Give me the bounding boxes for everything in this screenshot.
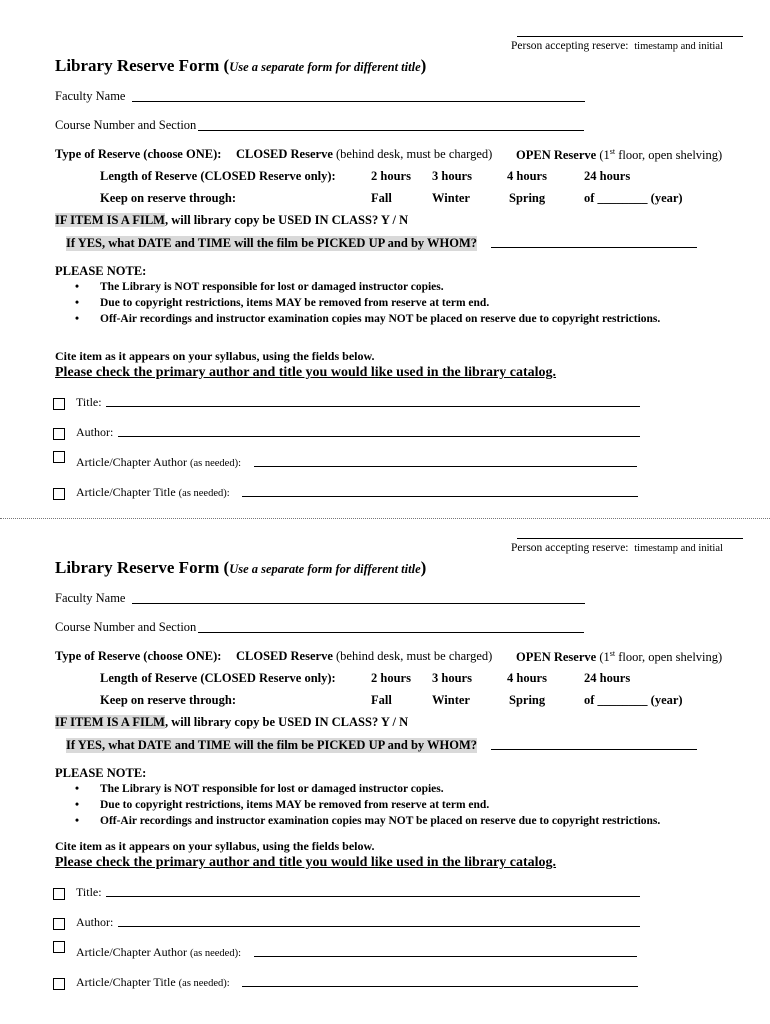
term-winter[interactable]: Winter [432, 191, 470, 205]
note-item: • The Library is NOT responsible for lost or damaged instructor copies. [75, 281, 444, 293]
title-field[interactable] [106, 406, 640, 407]
reserve-form-bottom [0, 512, 770, 1012]
term-spring[interactable]: Spring [509, 693, 546, 707]
film-pickup-field[interactable] [491, 749, 697, 750]
title-label: Title: [76, 885, 102, 899]
article-title-field[interactable] [242, 986, 638, 987]
term-winter[interactable]: Winter [432, 693, 470, 707]
term-year-field[interactable]: of ________ (year) [584, 693, 683, 707]
cite-instructions: Cite item as it appears on your syllabus, using the fields below. [55, 349, 375, 363]
cite-instructions: Cite item as it appears on your syllabus, using the fields below. [55, 839, 375, 853]
article-author-checkbox[interactable] [53, 941, 65, 953]
term-spring[interactable]: Spring [509, 191, 546, 205]
length-4-hours[interactable]: 4 hours [507, 671, 547, 685]
closed-reserve-option[interactable]: CLOSED Reserve (behind desk, must be charged) [236, 649, 493, 663]
film-question: IF ITEM IS A FILM, will library copy be USED IN CLASS? Y / N [55, 715, 409, 729]
length-2-hours[interactable]: 2 hours [371, 671, 411, 685]
title-label: Title: [76, 395, 102, 409]
cite-check-instructions: Please check the primary author and title you would like used in the library catalog. [55, 855, 557, 870]
accepting-signature-line[interactable] [517, 538, 743, 539]
open-reserve-option[interactable]: OPEN Reserve (1st floor, open shelving) [516, 649, 723, 665]
article-author-field[interactable] [254, 956, 637, 957]
author-checkbox[interactable] [53, 428, 65, 440]
closed-reserve-option[interactable]: CLOSED Reserve (behind desk, must be charged) [236, 147, 493, 161]
note-item: • Off-Air recordings and instructor examination copies may NOT be placed on reserve due to copyright restrictions. [75, 313, 661, 325]
article-author-checkbox[interactable] [53, 451, 65, 463]
author-label: Author: [76, 915, 114, 929]
person-accepting-label: Person accepting reserve: timestamp and initial [511, 542, 723, 554]
title-checkbox[interactable] [53, 398, 65, 410]
article-title-checkbox[interactable] [53, 978, 65, 990]
keep-label: Keep on reserve through: [100, 191, 236, 205]
length-2-hours[interactable]: 2 hours [371, 169, 411, 183]
cite-check-instructions: Please check the primary author and title you would like used in the library catalog. [55, 365, 557, 380]
author-field[interactable] [118, 926, 640, 927]
article-title-field[interactable] [242, 496, 638, 497]
film-question: IF ITEM IS A FILM, will library copy be USED IN CLASS? Y / N [55, 213, 409, 227]
article-title-label: Article/Chapter Title (as needed): [76, 485, 230, 499]
course-label: Course Number and Section [55, 118, 197, 132]
article-author-label: Article/Chapter Author (as needed): [76, 455, 241, 469]
course-label: Course Number and Section [55, 620, 197, 634]
length-24-hours[interactable]: 24 hours [584, 671, 631, 685]
notes-list [72, 781, 660, 829]
term-fall[interactable]: Fall [371, 191, 392, 205]
article-title-checkbox[interactable] [53, 488, 65, 500]
note-item: • Due to copyright restrictions, items MAY be removed from reserve at term end. [75, 799, 490, 811]
term-fall[interactable]: Fall [371, 693, 392, 707]
length-24-hours[interactable]: 24 hours [584, 169, 631, 183]
course-field[interactable] [198, 130, 584, 131]
keep-label: Keep on reserve through: [100, 693, 236, 707]
note-item: • Off-Air recordings and instructor examination copies may NOT be placed on reserve due to copyright restrictions. [75, 815, 661, 827]
accepting-signature-line[interactable] [517, 36, 743, 37]
length-3-hours[interactable]: 3 hours [432, 671, 472, 685]
film-pickup-field[interactable] [491, 247, 697, 248]
form-title: Library Reserve Form (Use a separate form for different title) [55, 56, 427, 75]
article-author-label: Article/Chapter Author (as needed): [76, 945, 241, 959]
please-note-heading: PLEASE NOTE: [55, 766, 147, 780]
note-item: • Due to copyright restrictions, items MAY be removed from reserve at term end. [75, 297, 490, 309]
form-title: Library Reserve Form (Use a separate form for different title) [55, 558, 427, 577]
title-field[interactable] [106, 896, 640, 897]
length-4-hours[interactable]: 4 hours [507, 169, 547, 183]
article-author-field[interactable] [254, 466, 637, 467]
faculty-name-label: Faculty Name [55, 591, 126, 605]
author-label: Author: [76, 425, 114, 439]
author-checkbox[interactable] [53, 918, 65, 930]
type-of-reserve-row: Type of Reserve (choose ONE): [55, 649, 222, 663]
reserve-form-top [0, 0, 770, 500]
length-label: Length of Reserve (CLOSED Reserve only): [100, 169, 336, 183]
faculty-name-field[interactable] [132, 101, 585, 102]
film-pickup-question: If YES, what DATE and TIME will the film be PICKED UP and by WHOM? [66, 738, 478, 752]
notes-list [72, 279, 660, 327]
article-title-label: Article/Chapter Title (as needed): [76, 975, 230, 989]
film-pickup-question: If YES, what DATE and TIME will the film be PICKED UP and by WHOM? [66, 236, 478, 250]
please-note-heading: PLEASE NOTE: [55, 264, 147, 278]
type-of-reserve-row: Type of Reserve (choose ONE): [55, 147, 222, 161]
note-item: • The Library is NOT responsible for lost or damaged instructor copies. [75, 783, 444, 795]
length-3-hours[interactable]: 3 hours [432, 169, 472, 183]
faculty-name-label: Faculty Name [55, 89, 126, 103]
author-field[interactable] [118, 436, 640, 437]
course-field[interactable] [198, 632, 584, 633]
open-reserve-option[interactable]: OPEN Reserve (1st floor, open shelving) [516, 147, 723, 163]
person-accepting-label: Person accepting reserve: timestamp and initial [511, 40, 723, 52]
term-year-field[interactable]: of ________ (year) [584, 191, 683, 205]
length-label: Length of Reserve (CLOSED Reserve only): [100, 671, 336, 685]
faculty-name-field[interactable] [132, 603, 585, 604]
title-checkbox[interactable] [53, 888, 65, 900]
